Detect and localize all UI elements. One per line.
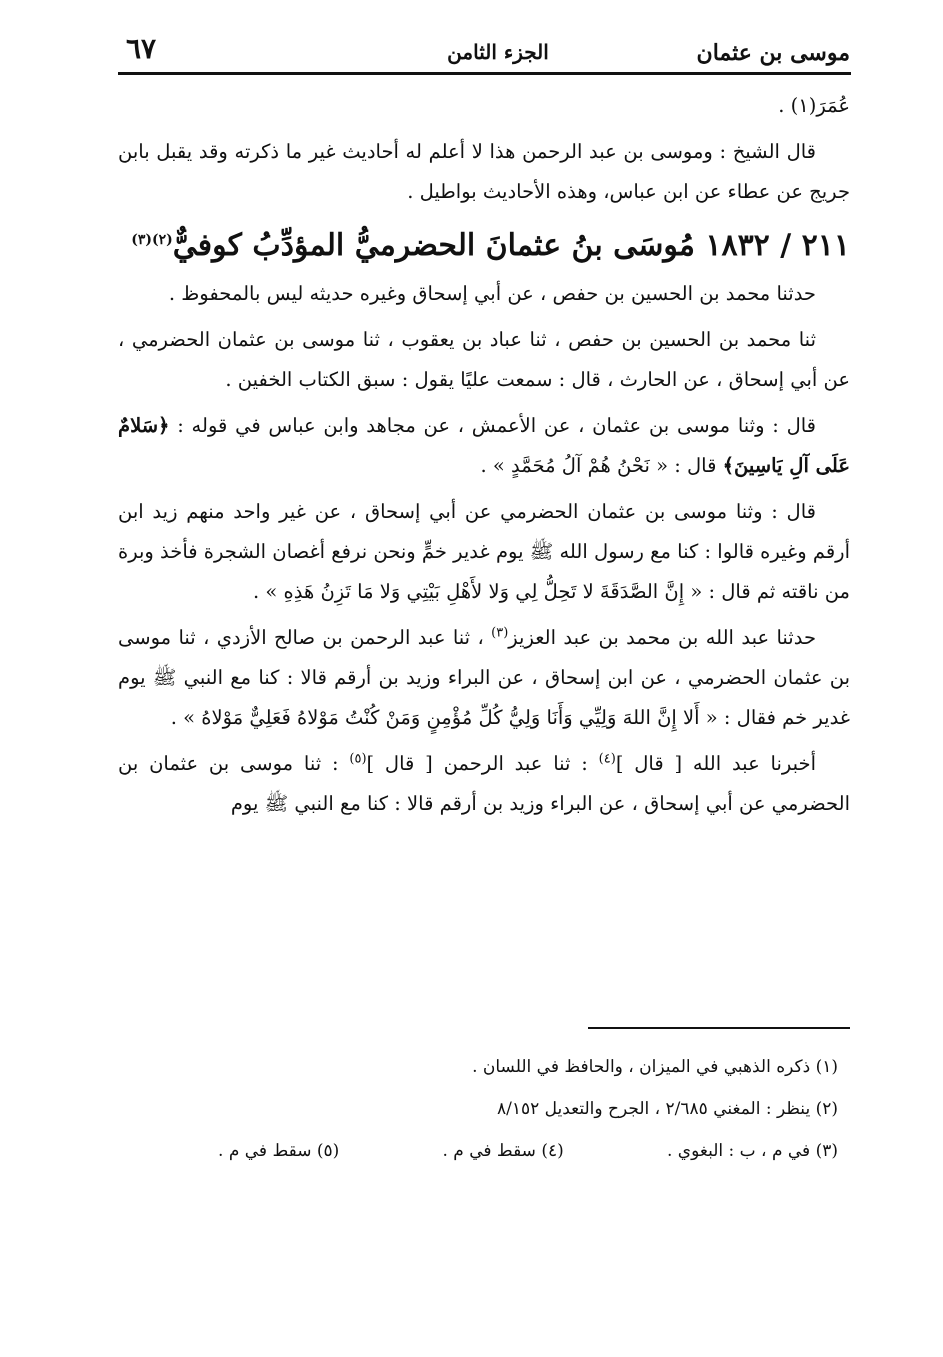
paragraph: حدثنا محمد بن الحسين بن حفص ، عن أبي إسحاق وغيره حديثه ليس بالمحفوظ . <box>168 282 816 305</box>
footnote-marker: (٣) <box>491 625 509 641</box>
paragraph-continuation: عُمَرَ(١) . <box>778 94 850 117</box>
header-rule <box>118 72 851 75</box>
footnote-marker: (٤) <box>598 751 616 767</box>
paragraph-text: قال : « نَحْنُ هُمْ آلُ مُحَمَّدٍ » . <box>480 454 717 477</box>
paragraph-text: أخبرنا عبد الله [ قال ] <box>615 752 816 775</box>
paragraph-text: : ثنا عبد الرحمن [ قال ] <box>366 752 588 775</box>
entry-heading-text: ٢١١ / ١٨٣٢ مُوسَى بنُ عثمانَ الحضرميُّ المؤدِّبُ كوفيٌّ <box>172 228 850 263</box>
paragraph <box>118 618 850 738</box>
paragraph: ثنا محمد بن الحسين بن حفص ، ثنا عباد بن يعقوب ، ثنا موسى بن عثمان الحضرمي ، عن أبي إسحاق ، عن الحارث ، قال : سمعت عليًا يقول : سبق الكتاب الخفين . <box>118 328 850 391</box>
footnote-5: (٥) سقط في م . <box>218 1141 340 1161</box>
footnote-3: (٣) في م ، ب : البغوي . <box>666 1141 838 1161</box>
footnote-rule <box>588 1027 850 1029</box>
paragraph <box>118 406 850 486</box>
footnote-marker: (٥) <box>349 751 367 767</box>
main-text <box>118 86 850 830</box>
footnote-1: (١) ذكره الذهبي في الميزان ، والحافظ في اللسان . <box>472 1057 838 1077</box>
section-name: موسى بن عثمان <box>696 40 850 66</box>
paragraph <box>118 744 850 824</box>
footnote-2: (٢) ينظر : المغني ٢/٦٨٥ ، الجرح والتعديل ٨/١٥٢ <box>496 1099 838 1119</box>
paragraph-text: حدثنا عبد الله بن محمد بن عبد العزيز <box>508 626 816 649</box>
volume-title: الجزء الثامن <box>447 40 549 64</box>
paragraph-text: ، ثنا عبد الرحمن بن صالح الأزدي ، ثنا موسى بن عثمان الحضرمي ، عن ابن إسحاق ، عن البراء وزيد بن أرقم قالا : كنا مع النبي ﷺ يوم غدير خم فقال : « أَلا إِنَّ اللهَ وَلِيِّي وَأَنَا وَلِيُّ كُلِّ مُؤْمِنٍ وَمَنْ كُنْتُ مَوْلاهُ فَعَلِيٌّ مَوْلاهُ » . <box>118 626 850 729</box>
footnote-row <box>218 1130 838 1172</box>
running-head <box>118 32 850 72</box>
footnotes <box>118 1046 838 1172</box>
entry-heading <box>118 218 850 268</box>
paragraph: قال الشيخ : وموسى بن عبد الرحمن هذا لا أعلم له أحاديث غير ما ذكرته وقد يقبل بابن جريج عن عطاء عن ابن عباس، وهذه الأحاديث بواطيل . <box>118 140 850 203</box>
entry-heading-footnote-marks: (٢)(٣) <box>131 232 173 248</box>
paragraph-text: قال : وثنا موسى بن عثمان ، عن الأعمش ، عن مجاهد وابن عباس في قوله : <box>177 414 816 437</box>
quran-verse: ﴿سَلامٌ عَلَى آلِ يَاسِينَ﴾ <box>118 414 850 477</box>
paragraph-text: : ثنا موسى بن عثمان بن الحضرمي عن أبي إسحاق ، عن البراء وزيد بن أرقم قالا : كنا مع النبي ﷺ يوم <box>118 752 850 815</box>
footnote-4: (٤) سقط في م . <box>442 1141 564 1161</box>
paragraph: قال : وثنا موسى بن عثمان الحضرمي عن أبي إسحاق ، عن غير واحد منهم زيد ابن أرقم وغيره قالوا : كنا مع رسول الله ﷺ يوم غدير خمٍّ ونحن نرفع أغصان الشجرة فأخذ وبرة من ناقته ثم قال : « إِنَّ الصَّدَقَةَ لا تَحِلُّ لِي وَلا لأَهْلِ بَيْتِي وَلا مَا تَزِنُ هَذِهِ » . <box>118 500 850 603</box>
page-number: ٦٧ <box>126 32 157 65</box>
